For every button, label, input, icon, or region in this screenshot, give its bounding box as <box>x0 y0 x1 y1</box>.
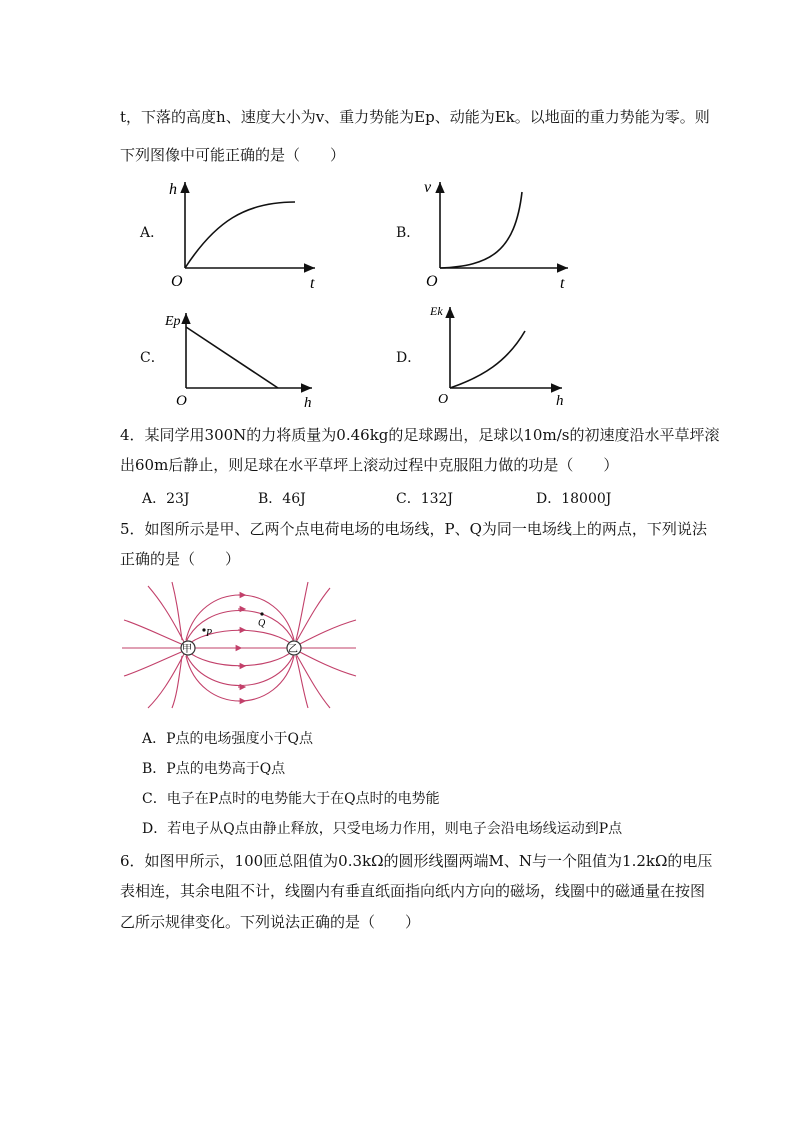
y-axis-label: Ep <box>165 314 181 329</box>
q4-option-c: C．132J <box>396 491 454 507</box>
q6-text-line2: 表相连，其余电阻不计，线圈内有垂直纸面指向纸内方向的磁场，线圈中的磁通量在按图 <box>120 882 706 900</box>
electric-field-figure <box>120 580 360 710</box>
q6-text-line3: 乙所示规律变化。下列说法正确的是（ ） <box>120 913 421 931</box>
charge-yi-label: 乙 <box>288 644 298 655</box>
option-c-label: C． <box>140 350 165 366</box>
y-axis-label: h <box>169 181 177 198</box>
q5-option-b: B．P点的电势高于Q点 <box>142 761 286 777</box>
point-q-label: Q <box>258 618 266 629</box>
q5-option-c: C．电子在P点时的电势能大于在Q点时的电势能 <box>142 791 440 807</box>
q6-text-line1: 6．如图甲所示，100匝总阻值为0.3kΩ的圆形线圈两端M、N与一个阻值为1.2kΩ的电压 <box>120 852 713 870</box>
graph-a <box>165 172 335 292</box>
y-axis-label: v <box>424 179 432 196</box>
x-axis-label: t <box>310 275 315 292</box>
point-p-label: P <box>206 628 213 639</box>
origin-label: O <box>171 273 183 290</box>
x-axis-label: h <box>304 395 312 410</box>
line-c <box>186 327 278 388</box>
q4-text-line1: 4．某同学用300N的力将质量为0.46kg的足球踢出，足球以10m/s的初速度沿水平草坪滚 <box>120 426 720 444</box>
q5-option-a: A．P点的电场强度小于Q点 <box>142 731 314 747</box>
q5-text-line2: 正确的是（ ） <box>120 550 241 568</box>
option-a-label: A． <box>140 225 165 241</box>
q4-option-b: B．46J <box>258 491 306 507</box>
q3-text-line2: 下列图像中可能正确的是（ ） <box>120 146 346 164</box>
charge-jia-label: 甲 <box>182 644 192 655</box>
x-axis-label: h <box>556 393 564 409</box>
point-q-dot <box>260 612 263 615</box>
q5-text-line1: 5．如图所示是甲、乙两个点电荷电场的电场线，P、Q为同一电场线上的两点，下列说法 <box>120 520 707 538</box>
field-lines <box>122 582 356 708</box>
origin-label: O <box>438 392 449 407</box>
curve-a <box>185 202 295 268</box>
curve-d <box>450 331 525 388</box>
graph-d <box>422 297 572 412</box>
curve-b <box>440 192 522 268</box>
y-axis-label: Ek <box>430 304 443 318</box>
origin-label: O <box>426 273 438 290</box>
option-b-label: B． <box>396 225 421 241</box>
origin-label: O <box>176 393 187 409</box>
x-axis-label: t <box>560 275 565 292</box>
q3-text-line1: t，下落的高度h、速度大小为v、重力势能为Ep、动能为Ek。以地面的重力势能为零。则 <box>120 108 710 126</box>
q4-option-d: D．18000J <box>536 491 612 507</box>
q4-option-a: A．23J <box>142 491 190 507</box>
q4-text-line2: 出60m后静止，则足球在水平草坪上滚动过程中克服阻力做的功是（ ） <box>120 456 619 474</box>
graph-c <box>162 305 332 410</box>
graph-b <box>420 172 580 292</box>
option-d-label: D． <box>396 350 422 366</box>
q5-option-d: D．若电子从Q点由静止释放，只受电场力作用，则电子会沿电场线运动到P点 <box>142 821 623 837</box>
